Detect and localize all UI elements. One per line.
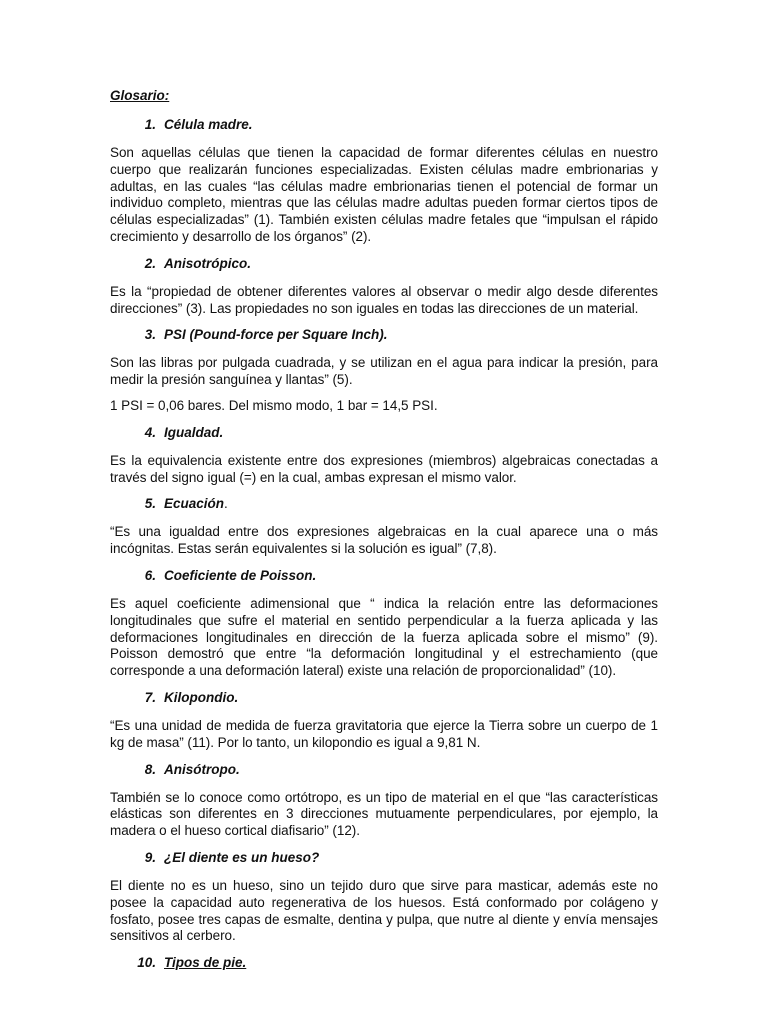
- term-label: Tipos de pie.: [164, 955, 247, 971]
- term-number: 5.: [144, 496, 156, 512]
- term-section-10: [110, 954, 658, 971]
- term-section-7: [110, 689, 658, 752]
- term-section-2: [110, 255, 658, 318]
- term-heading-2: [110, 255, 658, 272]
- term-heading-3: [110, 326, 658, 343]
- term-number: 9.: [144, 849, 156, 865]
- term-label-wrap: [164, 495, 228, 512]
- term-heading-10: [110, 954, 658, 971]
- term-paragraph: También se lo conoce como ortótropo, es un tipo de material en el que “las características elásticas son diferentes en 3 direcciones mutuamente perpendiculares, por ejemplo, la madera o el hueso cortical diafisario” (12).: [110, 789, 658, 839]
- term-section-1: [110, 116, 658, 246]
- term-section-4: [110, 424, 658, 487]
- term-label: Anisótropo.: [164, 761, 240, 777]
- glossary-title: Glosario:: [110, 88, 170, 103]
- term-section-6: [110, 567, 658, 680]
- term-paragraph: Son aquellas células que tienen la capacidad de formar diferentes células en nuestro cuerpo que realizarán funciones especializadas. Existen células madre embrionarias y adultas, en las cuales “las células madre embrionarias tienen el potencial de formar un individuo completo, mientras que las células madre adultas pueden formar ciertos tipos de células especializadas” (1). También existen células madre fetales que “impulsan el rápido crecimiento y desarrollo de los órganos” (2).: [110, 145, 658, 244]
- term-heading-6: [110, 567, 658, 584]
- term-number: 2.: [144, 255, 156, 271]
- term-paragraph: El diente no es un hueso, sino un tejido duro que sirve para masticar, además este no posee la capacidad auto regenerativa de los huesos. Está conformado por colágeno y fosfato, posee tres capas de esmalte, dentina y pulpa, que nutre al diente y envía mensajes sensitivos al cerbero.: [110, 877, 658, 944]
- term-label: Célula madre.: [164, 117, 253, 132]
- term-heading-9: [110, 849, 658, 866]
- term-paragraph: Es la equivalencia existente entre dos expresiones (miembros) algebraicas conectadas a través del signo igual (=) en la cual, ambas expresan el mismo valor.: [110, 452, 658, 485]
- term-label: PSI (Pound-force per Square Inch).: [164, 327, 388, 343]
- term-paragraph: “Es una igualdad entre dos expresiones algebraicas en la cual aparece una o más incógnitas. Estas serán equivalentes si la solución es igual” (7,8).: [110, 524, 658, 557]
- term-label: Kilopondio.: [164, 689, 239, 705]
- term-label: Anisotrópico.: [164, 255, 251, 271]
- term-section-3: [110, 326, 658, 414]
- term-label: Coeficiente de Poisson.: [164, 567, 317, 583]
- term-section-5: [110, 495, 658, 558]
- term-paragraph: Es la “propiedad de obtener diferentes valores al observar o medir algo desde diferentes direcciones” (3). Las propiedades no son iguales en todas las direcciones de un material.: [110, 283, 658, 316]
- term-heading-4: [110, 424, 658, 441]
- term-number: 10.: [137, 955, 156, 971]
- term-heading-5: [110, 495, 658, 512]
- term-label: Ecuación: [164, 496, 225, 512]
- term-heading-7: [110, 689, 658, 706]
- term-heading-8: [110, 761, 658, 778]
- term-paragraph: 1 PSI = 0,06 bares. Del mismo modo, 1 bar = 14,5 PSI.: [110, 397, 438, 413]
- term-section-8: [110, 761, 658, 840]
- term-label: ¿El diente es un hueso?: [164, 849, 320, 865]
- term-number: 6.: [144, 567, 156, 583]
- term-number: 3.: [144, 327, 156, 343]
- term-number: 4.: [144, 424, 156, 440]
- term-paragraph: “Es una unidad de medida de fuerza gravitatoria que ejerce la Tierra sobre un cuerpo de 1 kg de masa” (11). Por lo tanto, un kilopondio es igual a 9,81 N.: [110, 717, 658, 750]
- term-paragraph: Es aquel coeficiente adimensional que “ indica la relación entre las deformaciones longitudinales que sufre el material en sentido perpendicular a la fuerza aplicada y las deformaciones longitudinales en dirección de la fuerza aplicada sobre el mismo” (9). Poisson demostró que entre “la deformación longitudinal y el estrechamiento (que corresponde a una deformación lateral) existe una relación de proporcionalidad” (10).: [110, 595, 658, 679]
- term-heading-1: [110, 116, 658, 133]
- term-section-9: [110, 849, 658, 945]
- term-paragraph: Son las libras por pulgada cuadrada, y se utilizan en el agua para indicar la presión, para medir la presión sanguínea y llantas” (5).: [110, 355, 658, 388]
- term-number: 8.: [144, 761, 156, 777]
- term-number: 7.: [144, 689, 156, 705]
- term-label-tail: .: [224, 496, 228, 512]
- term-label: Igualdad.: [164, 424, 224, 440]
- term-number: 1.: [144, 117, 156, 132]
